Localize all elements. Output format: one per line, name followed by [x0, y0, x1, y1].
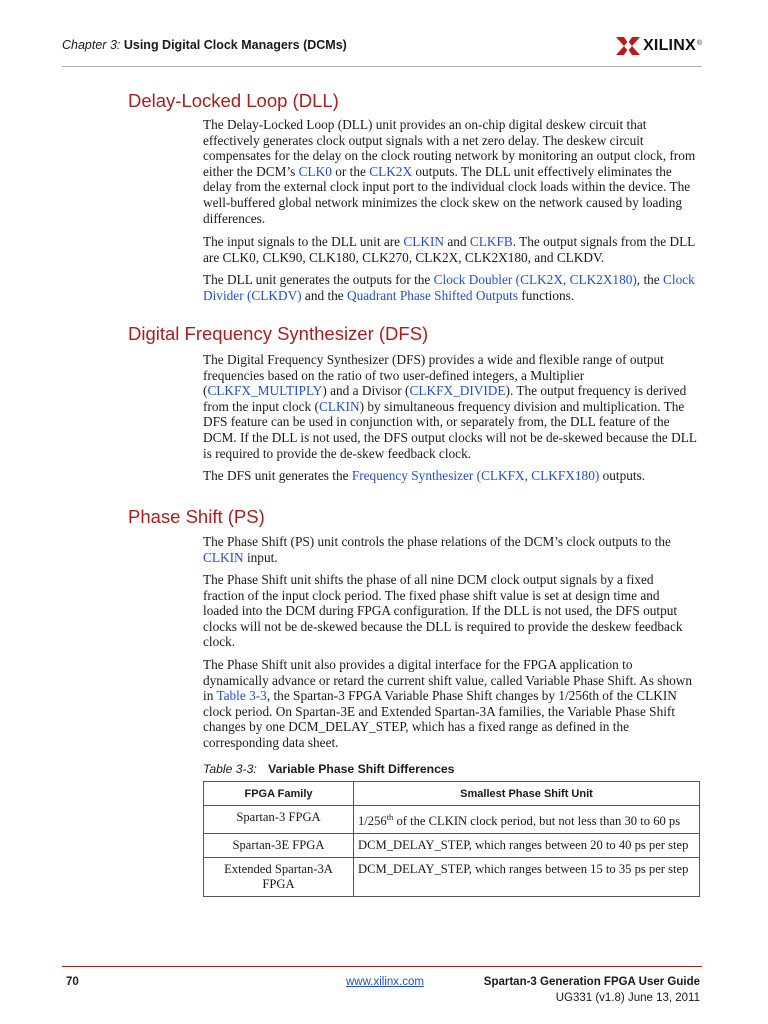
table-header-family: FPGA Family [204, 782, 354, 806]
ps-paragraph-3 [203, 657, 698, 751]
document-id: UG331 (v1.8) June 13, 2011 [555, 992, 700, 1004]
table-cell-family: Extended Spartan-3A FPGA [204, 858, 354, 897]
paragraph-text: The DLL unit generates the outputs for the [203, 272, 434, 287]
cross-reference-link[interactable]: CLKIN [403, 234, 445, 249]
section-heading-dfs: Digital Frequency Synthesizer (DFS) [128, 323, 429, 344]
paragraph-text: functions. [518, 287, 575, 303]
page-number: 70 [66, 976, 79, 988]
cross-reference-link[interactable]: Quadrant Phase Shifted Outputs [347, 287, 519, 303]
unit-fraction: 1/256 [358, 814, 387, 829]
cross-reference-link[interactable]: CLKFX_DIVIDE [409, 383, 506, 399]
table-caption-label: Table 3-3: [203, 762, 257, 776]
header-divider [62, 66, 702, 67]
cross-reference-link[interactable]: Frequency Synthesizer (CLKFX, CLKFX180) [351, 468, 600, 483]
paragraph-text: The input signals to the DLL unit are [203, 234, 404, 249]
cross-reference-link[interactable]: CLK2X [369, 163, 413, 179]
cross-reference-link[interactable]: Clock Divider (CLKDV) [203, 272, 695, 303]
table-cell-family: Spartan-3 FPGA [204, 806, 354, 834]
paragraph-text: outputs. The DLL unit effectively eliminates the delay from the external clock input port to the individual clock loads within the device. The well-buffered global network minimizes the clock skew on the network caused by loading differences. [203, 163, 691, 226]
ps-paragraph-1 [203, 534, 698, 565]
paragraph-text: The Delay-Locked Loop (DLL) unit provides an on-chip digital deskew circuit that effectively generates clock output signals with a net zero delay. The deskew circuit compensates for the delay on the clock routing network by monitoring an output clock, from either the DCM’s [203, 117, 696, 179]
ps-paragraph-2 [203, 572, 698, 650]
paragraph-text: input. [243, 549, 278, 565]
dfs-paragraph-2 [203, 468, 698, 484]
dll-paragraph-1 [203, 117, 698, 226]
logo-text: XILINX [643, 37, 696, 54]
table-caption-title: Variable Phase Shift Differences [268, 762, 455, 776]
dll-paragraph-3 [203, 272, 698, 303]
page-header [62, 38, 702, 60]
dll-paragraph-2 [203, 234, 698, 265]
paragraph-text: , the [636, 272, 664, 287]
table-cell-family: Spartan-3E FPGA [204, 834, 354, 858]
table-cell-unit [354, 806, 700, 834]
logo-registered-mark: ® [696, 39, 702, 47]
chapter-name: Using Digital Clock Managers (DCMs) [123, 38, 347, 52]
table-header-row [204, 782, 700, 806]
paragraph-text: The Phase Shift unit shifts the phase of all nine DCM clock output signals by a fixed fraction of the input clock period. The fixed phase shift value is set at design time and loaded into the DCM during FPGA configuration. If the DLL is not used, the DFS output clocks will not be de-skewed because the DLL is required to provide the deskew feedback clock. [203, 572, 683, 650]
paragraph-text: . The output signals from the DLL are CLK0, CLK90, CLK180, CLK270, CLK2X, CLK2X180, and CLKDV. [203, 234, 695, 265]
table-row [204, 858, 700, 897]
cross-reference-link[interactable]: Clock Doubler (CLK2X, CLK2X180) [433, 272, 637, 287]
table-row [204, 834, 700, 858]
paragraph-text: ). The output frequency is derived from the input clock ( [203, 383, 687, 414]
table-cell-unit: DCM_DELAY_STEP, which ranges between 20 to 40 ps per step [354, 834, 700, 858]
paragraph-text: or the [331, 163, 370, 179]
footer-divider [62, 966, 702, 967]
cross-reference-link[interactable]: CLKIN [203, 549, 244, 565]
paragraph-text: ) and a Divisor ( [322, 383, 410, 399]
paragraph-text: and [444, 234, 470, 249]
paragraph-text: outputs. [599, 468, 646, 483]
paragraph-text: The Digital Frequency Synthesizer (DFS) provides a wide and flexible range of output frequencies based on the ratio of two user-defined integers, a Multiplier ( [203, 352, 664, 399]
xilinx-logo [615, 34, 702, 58]
table-cell-unit: DCM_DELAY_STEP, which ranges between 15 to 35 ps per step [354, 858, 700, 897]
table-header-unit: Smallest Phase Shift Unit [354, 782, 700, 806]
section-heading-dll: Delay-Locked Loop (DLL) [128, 90, 339, 111]
paragraph-text: ) by simultaneous frequency division and multiplication. The DFS feature can be used in conjunction with, or separately from, the DLL feature of the DCM. If the DLL is not used, the DFS output clocks will not be de-skewed because the DLL is required to provide the de-skew feedback clock. [203, 398, 697, 461]
chapter-label: Chapter 3: [62, 38, 121, 52]
phase-shift-table [203, 781, 700, 897]
cross-reference-link[interactable]: Table 3-3 [216, 688, 267, 704]
table-row [204, 806, 700, 834]
paragraph-text: The DFS unit generates the [203, 468, 352, 483]
cross-reference-link[interactable]: CLKIN [318, 398, 360, 414]
footer-website-link[interactable]: www.xilinx.com [346, 976, 424, 988]
chapter-title [62, 38, 347, 52]
cross-reference-link[interactable]: CLKFB [469, 234, 513, 249]
xilinx-logo-icon [615, 35, 641, 57]
paragraph-text: The Phase Shift unit also provides a digital interface for the FPGA application to dynamically advance or retard the current shift value, called Variable Phase Shift. As shown in [203, 657, 692, 704]
unit-remainder: of the CLKIN clock period, but not less than 30 to 60 ps [393, 814, 681, 829]
guide-title: Spartan-3 Generation FPGA User Guide [483, 976, 700, 988]
paragraph-text: The Phase Shift (PS) unit controls the phase relations of the DCM’s clock outputs to the [203, 534, 671, 549]
unit-superscript: th [386, 812, 394, 822]
dfs-paragraph-1 [203, 352, 698, 461]
table-caption [203, 762, 454, 776]
paragraph-text: and the [301, 287, 348, 303]
cross-reference-link[interactable]: CLK0 [298, 163, 332, 179]
section-heading-ps: Phase Shift (PS) [128, 506, 265, 527]
cross-reference-link[interactable]: CLKFX_MULTIPLY [207, 383, 323, 399]
paragraph-text: , the Spartan-3 FPGA Variable Phase Shift changes by 1/256th of the CLKIN clock period. On Spartan-3E and Extended Spartan-3A families, the Variable Phase Shift changes by one DCM_DELAY_STEP, which has a fixed range as defined in the corresponding data sheet. [203, 688, 677, 750]
